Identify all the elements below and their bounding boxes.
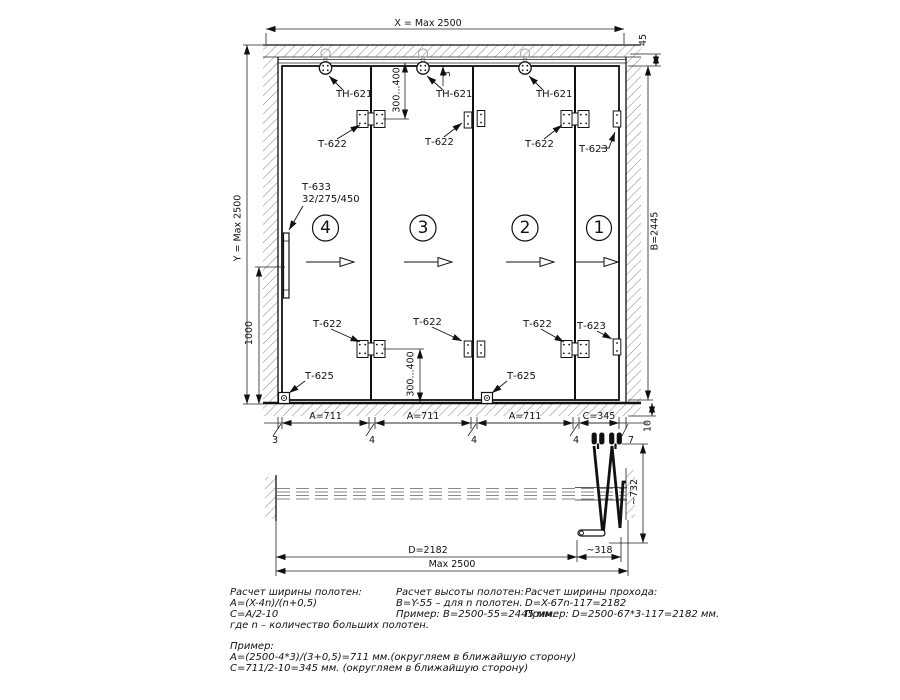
dim-width-a1: A=711 (309, 411, 342, 422)
label-hinge-l3: Т-622 (523, 319, 552, 330)
label-handle-spec: 32/275/450 (302, 194, 360, 205)
dim-gap-3: 4 (573, 435, 580, 446)
label-guide-2: Т-625 (507, 371, 536, 382)
section-left-wall-hatch (265, 477, 276, 519)
dim-width-c: C=345 (582, 411, 616, 422)
roller-icon (417, 62, 429, 74)
label-hinge-l1: Т-622 (313, 319, 342, 330)
panel-1-label: 1 (593, 218, 605, 238)
label-roller-2: ТН-621 (436, 89, 473, 100)
stack-handle-icon (578, 530, 605, 536)
panel-2-label: 2 (519, 218, 531, 238)
note-width-formula-a: A=(X-4n)/(n+0,5) (230, 598, 318, 609)
floor-guide-icon (279, 393, 290, 404)
panel-number-4 (313, 215, 339, 241)
dim-x-top: X = Max 2500 (394, 18, 462, 29)
label-stopper-l: Т-623 (577, 321, 606, 332)
notes-block (229, 587, 719, 674)
note-example-a: A=(2500-4*3)/(3+0,5)=711 мм.(округляем в ближайшую сторону) (230, 652, 577, 663)
hinge-icon (357, 341, 385, 358)
label-stopper-u: Т-623 (579, 144, 608, 155)
roller-icon (319, 62, 331, 74)
section-dimensions (276, 444, 648, 576)
floor-guide-icon (482, 393, 493, 404)
section-track (277, 489, 627, 500)
hinge-icon (357, 111, 385, 128)
note-height-example: Пример: B=2500-55=2445 мм. (396, 609, 556, 620)
ceiling-hatch (263, 45, 641, 57)
stopper-icon (613, 339, 621, 355)
hinge-icon (561, 341, 589, 358)
roller-icon (519, 62, 531, 74)
dim-gap-right: 7 (628, 435, 635, 446)
hinge-icon (561, 111, 589, 128)
dim-y-left: Y = Max 2500 (232, 194, 244, 262)
plate-icon (477, 341, 485, 357)
handle-icon (284, 233, 290, 298)
note-passage-formula: D=X-67n-117=2182 (525, 598, 627, 609)
dim-track-height: 45 (638, 33, 649, 47)
label-hinge-u3: Т-622 (525, 139, 554, 150)
dim-max-total: Max 2500 (428, 559, 476, 570)
dim-width-a3: A=711 (508, 411, 542, 422)
elevation-view (233, 18, 662, 446)
panel-number-3 (410, 215, 436, 241)
dim-passage: D=2182 (408, 545, 448, 556)
panel-4-label: 4 (320, 218, 331, 238)
plate-icon (477, 111, 485, 127)
slide-direction-arrows (306, 258, 618, 267)
label-handle: Т-633 (302, 182, 331, 193)
label-roller-3: ТН-621 (536, 89, 573, 100)
dim-top-clearance: 3 (442, 70, 453, 78)
note-width-title: Расчет ширины полотен: (230, 587, 362, 598)
plate-icon (464, 112, 472, 128)
note-passage-example: Пример: D=2500-67*3-117=2182 мм. (525, 609, 720, 620)
note-height-title: Расчет высоты полотен: (396, 587, 525, 598)
label-hinge-l2: Т-622 (413, 317, 442, 328)
dim-stack-width: ~318 (586, 545, 613, 556)
dim-gap-left: 3 (272, 435, 279, 446)
folded-stack (594, 446, 626, 536)
stopper-icon (613, 111, 621, 127)
section-view (265, 433, 648, 577)
plate-icon (464, 341, 472, 357)
note-width-n: где n – количество больших полотен. (230, 620, 429, 631)
label-hinge-u1: Т-622 (318, 139, 347, 150)
note-width-formula-c: C=A/2-10 (230, 609, 279, 620)
note-height-formula: B=Y-55 – для n полотен. (396, 598, 523, 609)
panel-3-label: 3 (417, 218, 429, 238)
note-passage-title: Расчет ширины прохода: (525, 587, 658, 598)
dim-handle-height: 1000 (244, 320, 255, 346)
label-guide-1: Т-625 (305, 371, 334, 382)
left-wall-hatch (263, 57, 278, 403)
dim-hinge-top: 300...400 (391, 67, 403, 113)
note-example-title: Пример: (230, 641, 274, 652)
dim-b-right: B=2445 (649, 211, 661, 251)
label-hinge-u2: Т-622 (425, 137, 454, 148)
panel-number-1 (587, 216, 612, 241)
dim-floor-gap: 10 (642, 419, 654, 433)
label-roller-1: ТН-621 (336, 89, 373, 100)
dim-stack-depth: ~732 (629, 478, 640, 506)
right-wall-hatch (626, 57, 641, 403)
note-example-c: C=711/2-10=345 мм. (округляем в ближайшую сторону) (230, 663, 529, 674)
panel-number-2 (512, 215, 538, 241)
dim-gap-1: 4 (369, 435, 376, 446)
dim-hinge-bottom: 300...400 (405, 351, 417, 397)
dim-gap-2: 4 (471, 435, 478, 446)
dim-width-a2: A=711 (406, 411, 440, 422)
